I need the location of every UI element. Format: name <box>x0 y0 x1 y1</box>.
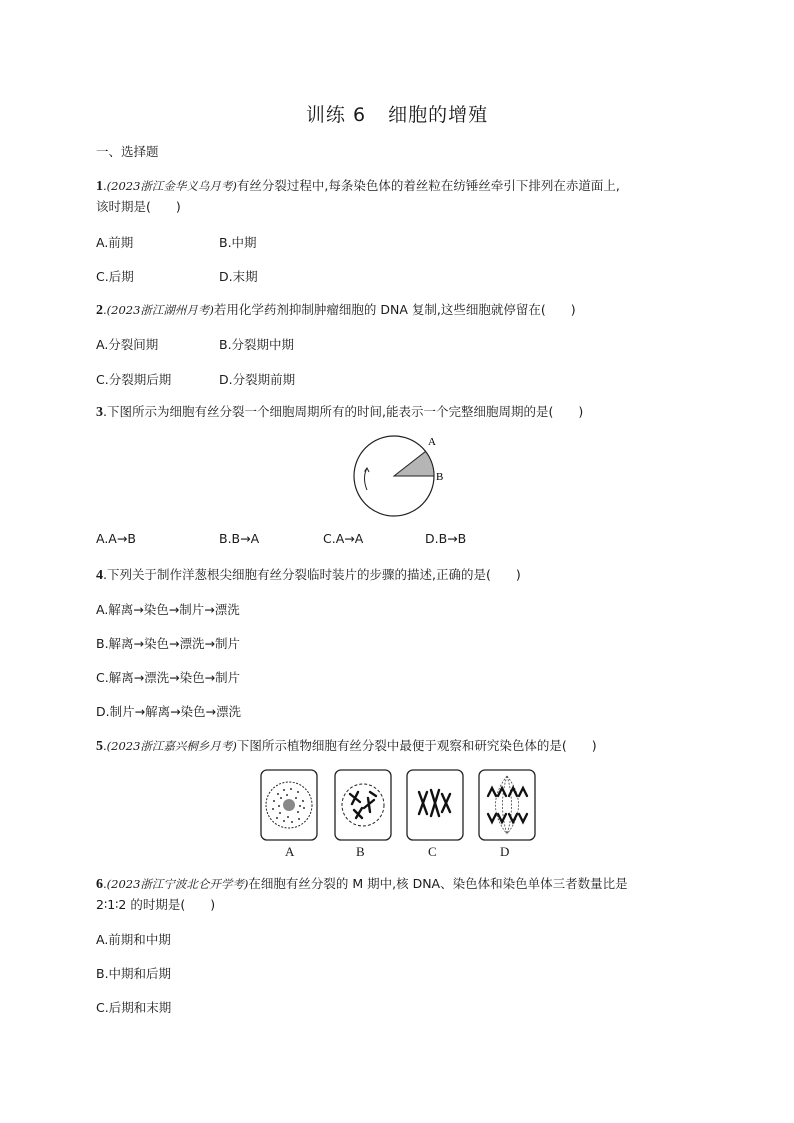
question-text: 有丝分裂过程中,每条染色体的着丝粒在纺锤丝牵引下排列在赤道面上, <box>236 178 620 193</box>
option-3a[interactable]: A.A→B <box>96 531 136 546</box>
option-4c[interactable]: C.解离→漂洗→染色→制片 <box>96 670 241 685</box>
section-heading: 一、选择题 <box>96 144 159 159</box>
option-1c[interactable]: C.后期 <box>96 269 134 284</box>
option-6b[interactable]: B.中期和后期 <box>96 966 172 981</box>
option-1b[interactable]: B.中期 <box>219 235 257 250</box>
question-source: .(2023浙江宁波北仑开学考) <box>103 877 249 891</box>
option-1d[interactable]: D.末期 <box>219 269 258 284</box>
question-5 <box>96 736 706 757</box>
cell-d <box>479 770 535 840</box>
option-3b[interactable]: B.B→A <box>219 531 260 546</box>
figure-label-a: A <box>285 844 295 859</box>
page-title <box>0 100 794 127</box>
option-2b[interactable]: B.分裂期中期 <box>219 337 295 352</box>
title-text: 细胞的增殖 <box>388 104 489 126</box>
question-1 <box>96 176 706 217</box>
question-number: 3 <box>96 405 103 420</box>
question-number: 2 <box>96 303 103 318</box>
cell-c <box>407 770 463 840</box>
question-number: 6 <box>96 877 103 892</box>
question-3 <box>96 402 706 423</box>
question-text-cont: 该时期是( ) <box>96 199 181 214</box>
arrowhead-icon <box>365 468 370 472</box>
question-number: 1 <box>96 179 103 194</box>
option-4d[interactable]: D.制片→解离→染色→漂洗 <box>96 704 242 719</box>
question-text: 在细胞有丝分裂的 M 期中,核 DNA、染色体和染色单体三者数量比是 <box>248 876 628 891</box>
label-b: B <box>436 471 444 483</box>
option-4a[interactable]: A.解离→染色→制片→漂洗 <box>96 602 240 617</box>
question-text: 下图所示植物细胞有丝分裂中最便于观察和研究染色体的是( ) <box>236 738 597 753</box>
option-2c[interactable]: C.分裂期后期 <box>96 372 172 387</box>
question-text: .下图所示为细胞有丝分裂一个细胞周期所有的时间,能表示一个完整细胞周期的是( ) <box>103 404 584 419</box>
cell-cycle-diagram <box>345 430 455 522</box>
question-4 <box>96 565 706 586</box>
question-source: .(2023浙江金华义乌月考) <box>103 179 237 193</box>
cell-b <box>335 770 391 840</box>
question-text-cont: 2∶1∶2 的时期是( ) <box>96 897 216 912</box>
question-2 <box>96 300 706 321</box>
question-6 <box>96 874 706 915</box>
option-6a[interactable]: A.前期和中期 <box>96 932 171 947</box>
mitosis-cells-figure <box>258 768 538 844</box>
option-1a[interactable]: A.前期 <box>96 235 134 250</box>
option-2a[interactable]: A.分裂间期 <box>96 337 159 352</box>
figure-label-b: B <box>356 844 365 859</box>
title-number: 训练 6 <box>305 104 367 126</box>
question-number: 5 <box>96 739 103 754</box>
option-4b[interactable]: B.解离→染色→漂洗→制片 <box>96 636 240 651</box>
question-number: 4 <box>96 568 103 583</box>
question-source: .(2023浙江嘉兴桐乡月考) <box>103 739 237 753</box>
question-source: .(2023浙江湖州月考) <box>103 303 214 317</box>
label-a: A <box>428 436 436 448</box>
option-6c[interactable]: C.后期和末期 <box>96 1000 172 1015</box>
option-3c[interactable]: C.A→A <box>323 531 364 546</box>
question-text: 若用化学药剂抑制肿瘤细胞的 DNA 复制,这些细胞就停留在( ) <box>213 302 576 317</box>
figure-label-c: C <box>428 844 437 859</box>
mitosis-sector <box>394 452 434 477</box>
question-text: .下列关于制作洋葱根尖细胞有丝分裂临时装片的步骤的描述,正确的是( ) <box>103 567 521 582</box>
cell-a <box>261 770 317 840</box>
option-2d[interactable]: D.分裂期前期 <box>219 372 296 387</box>
option-3d[interactable]: D.B→B <box>425 531 467 546</box>
figure-label-d: D <box>500 844 510 859</box>
